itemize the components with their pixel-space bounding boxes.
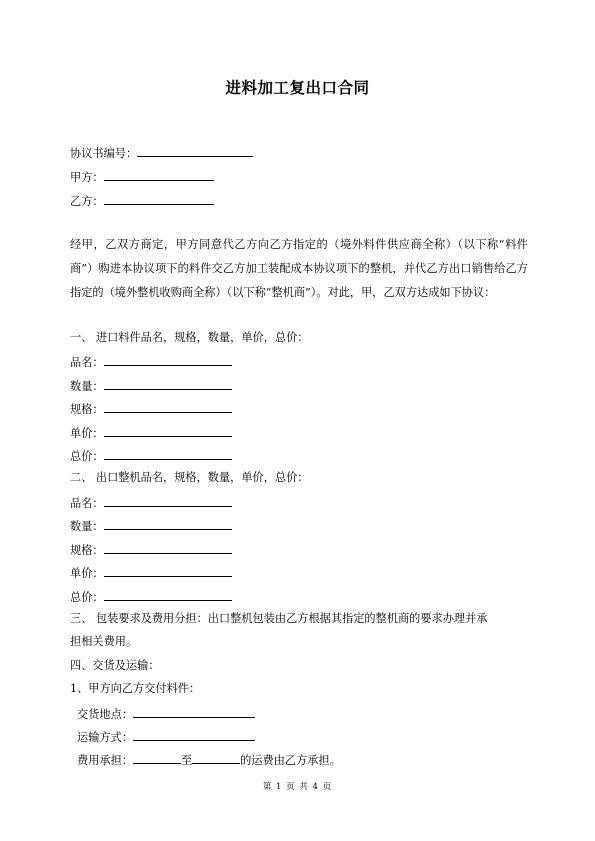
field-blank <box>104 541 232 554</box>
party-b-blank <box>104 192 214 205</box>
cost-bearing-field <box>77 751 341 769</box>
section4-sub1: 1、甲方向乙方交付料件： <box>70 682 201 695</box>
field-label: 规格： <box>70 403 104 416</box>
section2-quantity-field <box>70 517 232 535</box>
section1-heading: 一、 进口料件品名，规格，数量，单价，总价： <box>70 331 309 344</box>
agreement-number-field <box>70 144 253 162</box>
section1-unit-price-field <box>70 424 232 442</box>
field-label: 品名： <box>70 356 104 369</box>
field-blank <box>192 751 240 764</box>
section2-name-field <box>70 494 232 512</box>
delivery-place-field <box>77 705 255 723</box>
field-label: 单价： <box>70 567 104 580</box>
field-blank <box>133 751 181 764</box>
section4-heading: 四、交货及运输： <box>70 659 160 672</box>
field-label: 品名： <box>70 497 104 510</box>
party-b-field <box>70 192 214 210</box>
section1-total-price-field <box>70 447 232 465</box>
field-blank <box>104 400 232 413</box>
section3-line2: 担相关费用。 <box>70 635 138 648</box>
field-label: 总价： <box>70 450 104 463</box>
field-label: 总价： <box>70 591 104 604</box>
section1-quantity-field <box>70 377 232 395</box>
field-label: 的运费由乙方承担。 <box>240 754 341 767</box>
field-label: 至 <box>180 754 193 767</box>
section2-spec-field <box>70 541 232 559</box>
field-blank <box>133 705 255 718</box>
field-blank <box>104 424 232 437</box>
page-number-footer: 第 1 页 共 4 页 <box>262 782 333 792</box>
section1-spec-field <box>70 400 232 418</box>
field-label: 交货地点： <box>77 708 133 721</box>
agreement-number-label: 协议书编号： <box>70 147 138 160</box>
party-a-field <box>70 168 214 186</box>
field-label: 数量： <box>70 380 104 393</box>
field-blank <box>104 564 232 577</box>
field-blank <box>133 728 255 741</box>
section2-heading: 二、 出口整机品名，规格，数量，单价，总价： <box>70 471 309 484</box>
field-blank <box>104 588 232 601</box>
field-blank <box>104 517 232 530</box>
field-blank <box>104 494 232 507</box>
field-label: 规格： <box>70 544 104 557</box>
party-a-blank <box>104 168 214 181</box>
agreement-number-blank <box>137 144 253 157</box>
field-label: 单价： <box>70 427 104 440</box>
section2-total-price-field <box>70 588 232 606</box>
field-blank <box>104 377 232 390</box>
field-blank <box>104 353 232 366</box>
field-label: 运输方式： <box>77 731 133 744</box>
party-b-label: 乙方： <box>70 195 104 208</box>
intro-paragraph: 经甲，乙双方商定，甲方同意代乙方向乙方指定的（境外料件供应商全称）（以下称“料件商”）购进本协议项下的料件交乙方加工装配成本协议项下的整机，并代乙方出口销售给乙方指定的（境外整机收购商全称）（以下称“整机商”）。对此，甲，乙双方达成如下协议： <box>70 238 528 299</box>
party-a-label: 甲方： <box>70 171 104 184</box>
field-blank <box>104 447 232 460</box>
document-title: 进料加工复出口合同 <box>225 79 370 97</box>
section2-unit-price-field <box>70 564 232 582</box>
section3-line1: 三、 包装要求及费用分担：出口整机包装由乙方根据其指定的整机商的要求办理并承 <box>70 612 488 625</box>
field-label: 数量： <box>70 520 104 533</box>
field-label: 费用承担： <box>77 754 133 767</box>
section1-name-field <box>70 353 232 371</box>
transport-mode-field <box>77 728 255 746</box>
